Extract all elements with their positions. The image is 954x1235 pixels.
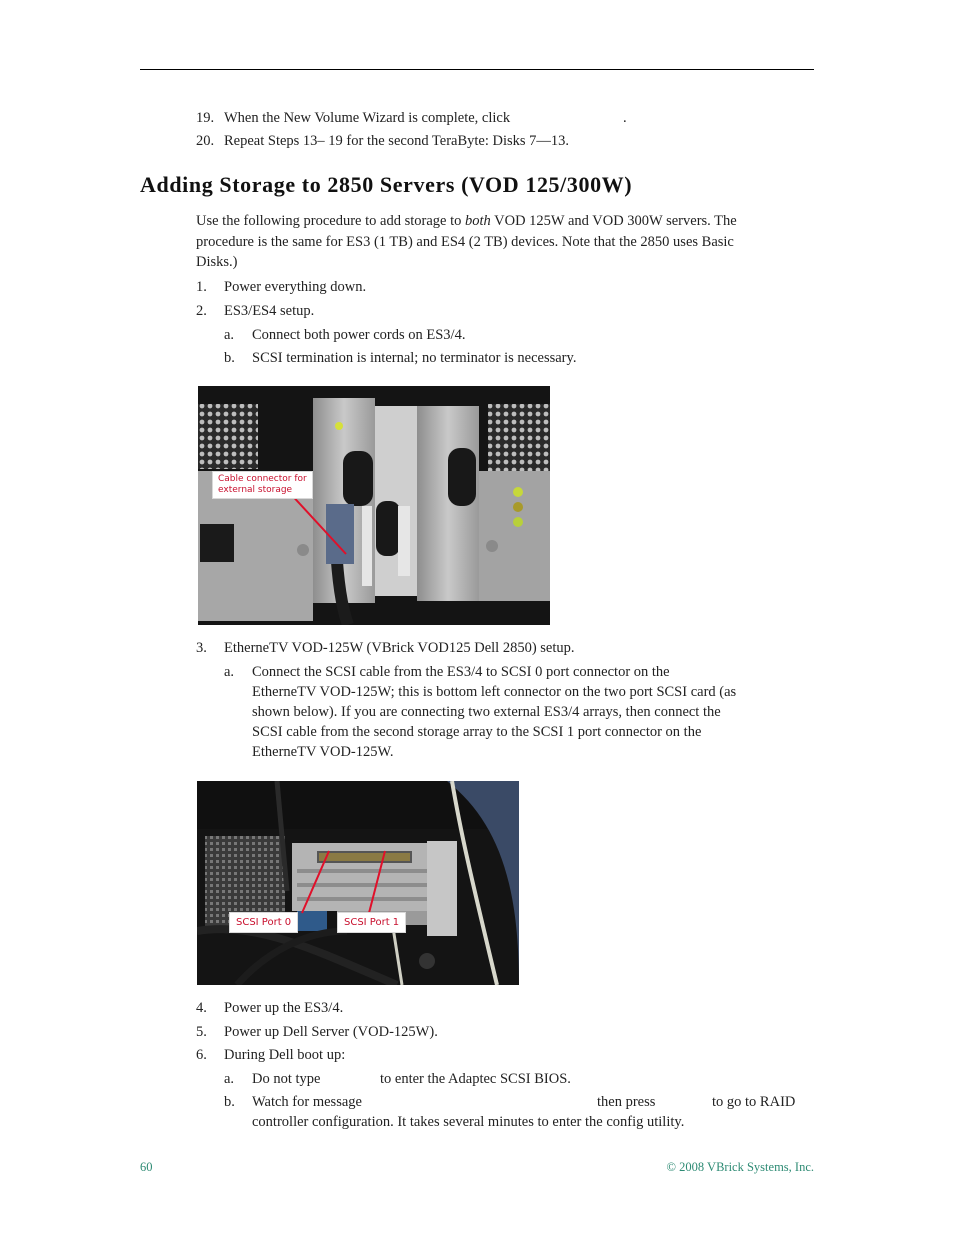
scsi-card-photo [197,781,519,985]
step-3a-line-1: Connect the SCSI cable from the ES3/4 to SCSI 0 port connector on the [252,664,670,680]
substep-text: to go to RAID [712,1094,796,1110]
step-text: EtherneTV VOD-125W (VBrick VOD125 Dell 2850) setup. [224,640,575,656]
step-2b [224,348,577,368]
step-2 [196,301,315,321]
callout-line: Cable connector for [218,474,307,484]
es3-rear-panel-illustration [198,386,550,625]
step-6 [196,1045,346,1065]
cable-connector-callout [212,471,313,499]
step-number: 1. [196,279,207,295]
step-6b [224,1092,796,1112]
intro-text: Use the following procedure to add storage to [196,213,465,229]
step-1 [196,277,367,297]
intro-line-3: Disks.) [196,254,238,270]
step-number: 2. [196,303,207,319]
step-6b-line-2: controller configuration. It takes several minutes to enter the config utility. [252,1114,685,1130]
step-3a-letter: a. [224,664,235,680]
step-19 [196,108,627,128]
section-title: Adding Storage to 2850 Servers (VOD 125/300W) [140,172,633,197]
scsi-card-illustration [197,781,519,985]
substep-letter: a. [224,327,235,343]
step-number: 5. [196,1024,207,1040]
step-2a [224,325,466,345]
intro-emphasis: both [464,213,491,229]
copyright: © 2008 VBrick Systems, Inc. [666,1160,814,1174]
intro-text: VOD 125W and VOD 300W servers. The [490,213,737,229]
header-rule [140,69,814,70]
es3-rear-panel-photo [198,386,550,625]
step-number: 4. [196,1000,207,1016]
step-text: Power up Dell Server (VOD-125W). [224,1024,438,1040]
intro-line-2: procedure is the same for ES3 (1 TB) and ES4 (2 TB) devices. Note that the 2850 uses Basic [196,234,734,250]
page-number: 60 [140,1160,153,1174]
substep-text: Do not type [252,1071,321,1087]
scsi-port-1-label: SCSI Port 1 [337,912,406,933]
substep-text: to enter the Adaptec SCSI BIOS. [380,1071,571,1087]
callout-line: external storage [218,485,293,495]
step-3a-line-5: EtherneTV VOD-125W. [252,744,394,760]
scsi-port-0-label: SCSI Port 0 [229,912,298,933]
step-6a [224,1069,571,1089]
intro-line-1 [196,211,737,231]
step-number: 19. [196,110,215,126]
step-number: 6. [196,1047,207,1063]
step-text: Power everything down. [224,279,367,295]
substep-text: Connect both power cords on ES3/4. [252,327,466,343]
substep-letter: a. [224,1071,235,1087]
substep-letter: b. [224,1094,235,1110]
step-number: 3. [196,640,207,656]
step-text: ES3/ES4 setup. [224,303,315,319]
step-4 [196,998,344,1018]
step-3a-line-4: SCSI cable from the second storage array to the SCSI 1 port connector on the [252,724,702,740]
step-number: 20. [196,133,215,149]
substep-text: SCSI termination is internal; no terminator is necessary. [252,350,577,366]
step-3a-line-3: shown below). If you are connecting two external ES3/4 arrays, then connect the [252,704,721,720]
step-tail: . [623,110,627,126]
substep-text: Watch for message [252,1094,362,1110]
step-20 [196,131,570,151]
step-3a-line-2: EtherneTV VOD-125W; this is bottom left connector on the two port SCSI card (as [252,684,737,700]
step-text: During Dell boot up: [224,1047,346,1063]
substep-text: then press [597,1094,656,1110]
step-5 [196,1022,438,1042]
step-text: Repeat Steps 13– 19 for the second TeraByte: Disks 7—13. [224,133,570,149]
step-text: When the New Volume Wizard is complete, click [224,110,511,126]
step-3 [196,638,575,658]
substep-letter: b. [224,350,235,366]
step-text: Power up the ES3/4. [224,1000,344,1016]
